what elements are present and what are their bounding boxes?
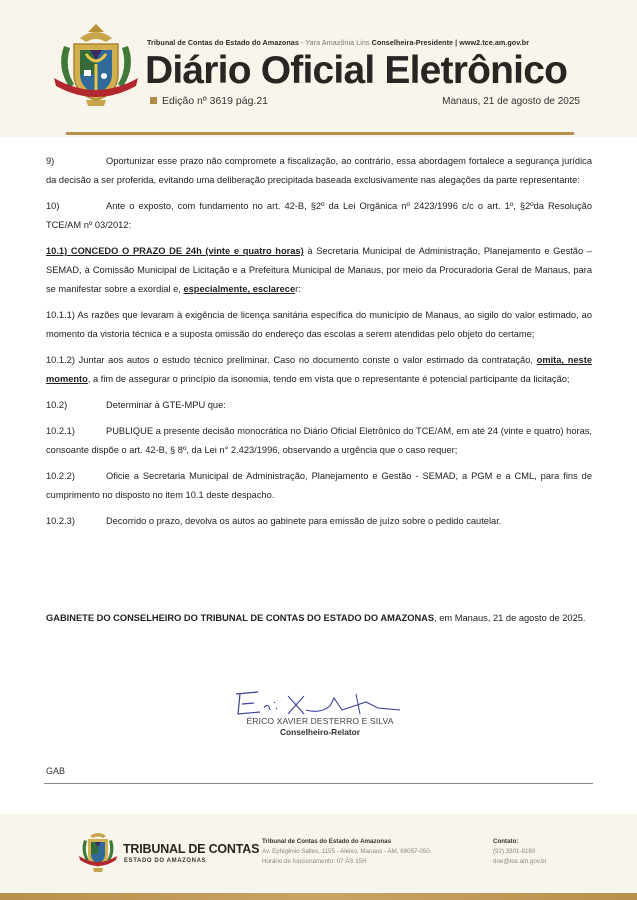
paragraph-emphasis: 10.1) CONCEDO O PRAZO DE 24h (vinte e quatro horas) bbox=[46, 246, 304, 256]
tce-crest-icon bbox=[50, 24, 142, 110]
president-title: Conselheira-Presidente | www2.tce.am.gov.br bbox=[371, 38, 530, 47]
paragraph-text: Ante o exposto, com fundamento no art. 42-B, §2º da Lei Orgânica nº 2423/1996 c/c o art. 1º, §2ºda Resolução TCE/AM nº 03/2012: bbox=[46, 201, 592, 230]
paragraph-text: PUBLIQUE a presente decisão monocrática no Diário Oficial Eletrônico do TCE/AM, em até 24 (vinte e quatro) horas, consoante dispõe o art. 42-B, § 8º, da Lei n° 2.423/1996, observando a urgência que o caso requer; bbox=[46, 426, 592, 455]
paragraph-text: 10.1.2) Juntar aos autos o estudo técnico preliminar. Caso no documento conste o valor estimado da contratação, bbox=[46, 355, 537, 365]
footer-email[interactable]: doe@tce.am.gov.br bbox=[493, 858, 547, 865]
handwritten-signature-icon bbox=[230, 688, 410, 718]
footer-brand-subtitle: ESTADO DO AMAZONAS bbox=[124, 858, 207, 864]
paragraph-number: 10.2.2) bbox=[46, 471, 75, 481]
signatory-name: ÉRICO XAVIER DESTERRO E SILVA bbox=[246, 716, 394, 726]
president-name: Yara Amazônia Lins bbox=[305, 38, 370, 47]
institution-name: Tribunal de Contas do Estado do Amazonas bbox=[147, 38, 299, 47]
footer-contact-title: Contato: bbox=[493, 838, 519, 845]
footer-hours: Horário de funcionamento: 07 ÀS 15H bbox=[262, 858, 367, 865]
paragraph-10-1-1 bbox=[46, 306, 592, 344]
paragraph-text: Oportunizar esse prazo não compromete a fiscalização, ao contrário, essa abordagem fortalece a segurança jurídica da decisão a ser proferida, evitando uma deliberação precipitada baseada exclusivamente nas alegações da parte representante: bbox=[46, 156, 592, 185]
edition-label: Edição nº 3619 pág.21 bbox=[162, 95, 269, 107]
gab-divider bbox=[44, 783, 593, 784]
paragraph-10-1-2 bbox=[46, 351, 592, 389]
footer-brand: TRIBUNAL DE CONTAS bbox=[123, 842, 260, 856]
footer-gold-band bbox=[0, 893, 637, 900]
paragraph-emphasis-2: especialmente, esclarece bbox=[183, 284, 296, 294]
closing-text: , em Manaus, 21 de agosto de 2025. bbox=[434, 613, 586, 623]
paragraph-10 bbox=[46, 197, 592, 235]
footer-phone[interactable]: (92) 3301-8180 bbox=[493, 848, 536, 855]
header-date: Manaus, 21 de agosto de 2025 bbox=[442, 96, 580, 107]
paragraph-tail: r: bbox=[295, 284, 301, 294]
document-body bbox=[46, 152, 592, 538]
page-header bbox=[0, 0, 637, 137]
paragraph-10-1 bbox=[46, 242, 592, 299]
paragraph-9 bbox=[46, 152, 592, 190]
page-title: Diário Oficial Eletrônico bbox=[145, 49, 568, 92]
closing-statement bbox=[46, 609, 592, 628]
header-top-line bbox=[147, 38, 529, 47]
paragraph-text: à Secretaria Municipal de Administração, Planejamento e Gestão – SEMAD, à Comissão Municipal de Licitação e a Prefeitura Municipal de Manaus, por meio da Procuradoria Geral de Manaus, para se manifestar sobre a exordial e, bbox=[46, 246, 592, 294]
footer-contact-block bbox=[493, 837, 547, 867]
signatory-role: Conselheiro-Relator bbox=[279, 727, 361, 737]
paragraph-emphasis: omita, neste momento bbox=[46, 355, 592, 384]
paragraph-text: Determinar à GTE-MPU que: bbox=[106, 400, 226, 410]
paragraph-text: Oficie a Secretaria Municipal de Administração, Planejamento e Gestão - SEMAD, a PGM e a CML, para fins de cumprimento no disposto no item 10.1 deste despacho. bbox=[46, 471, 592, 500]
paragraph-number: 10.2) bbox=[46, 400, 68, 410]
header-divider bbox=[66, 132, 574, 135]
paragraph-number: 10.2.1) bbox=[46, 426, 75, 436]
footer-crest-icon bbox=[78, 828, 118, 874]
paragraph-number: 10.2.3) bbox=[46, 516, 75, 526]
closing-emphasis: GABINETE DO CONSELHEIRO DO TRIBUNAL DE CONTAS DO ESTADO DO AMAZONAS bbox=[46, 613, 435, 623]
paragraph-number: 10) bbox=[46, 201, 60, 211]
paragraph-text: 10.1.1) As razões que levaram à exigência de licença sanitária específica do município de Manaus, ao sigilo do valor estimado, ao momento da vistoria técnica e a suposta omissão do endereço das escolas a serem atendidas pelo objeto do certame; bbox=[46, 310, 592, 339]
paragraph-10-2 bbox=[46, 396, 592, 415]
paragraph-text: Decorrido o prazo, devolva os autos ao gabinete para emissão de juízo sobre o pedido cautelar. bbox=[106, 516, 502, 526]
header-separator: - bbox=[298, 38, 306, 47]
footer-address-block bbox=[262, 837, 432, 867]
paragraph-tail: , a fim de assegurar o princípio da isonomia, tendo em vista que o representante é potencial participante da licitação; bbox=[87, 374, 570, 384]
footer-address-title: Tribunal de Contas do Estado do Amazonas bbox=[262, 838, 392, 845]
paragraph-10-2-3 bbox=[46, 512, 592, 531]
gab-label: GAB bbox=[46, 766, 66, 776]
paragraph-number: 9) bbox=[46, 156, 55, 166]
footer-address: Av. Ephigênio Salles, 1155 - Aleixo, Manaus - AM, 69057-050. bbox=[262, 848, 432, 855]
paragraph-10-2-2 bbox=[46, 467, 592, 505]
edition-square-icon bbox=[150, 97, 157, 104]
paragraph-10-2-1 bbox=[46, 422, 592, 460]
edition-info bbox=[150, 95, 268, 107]
